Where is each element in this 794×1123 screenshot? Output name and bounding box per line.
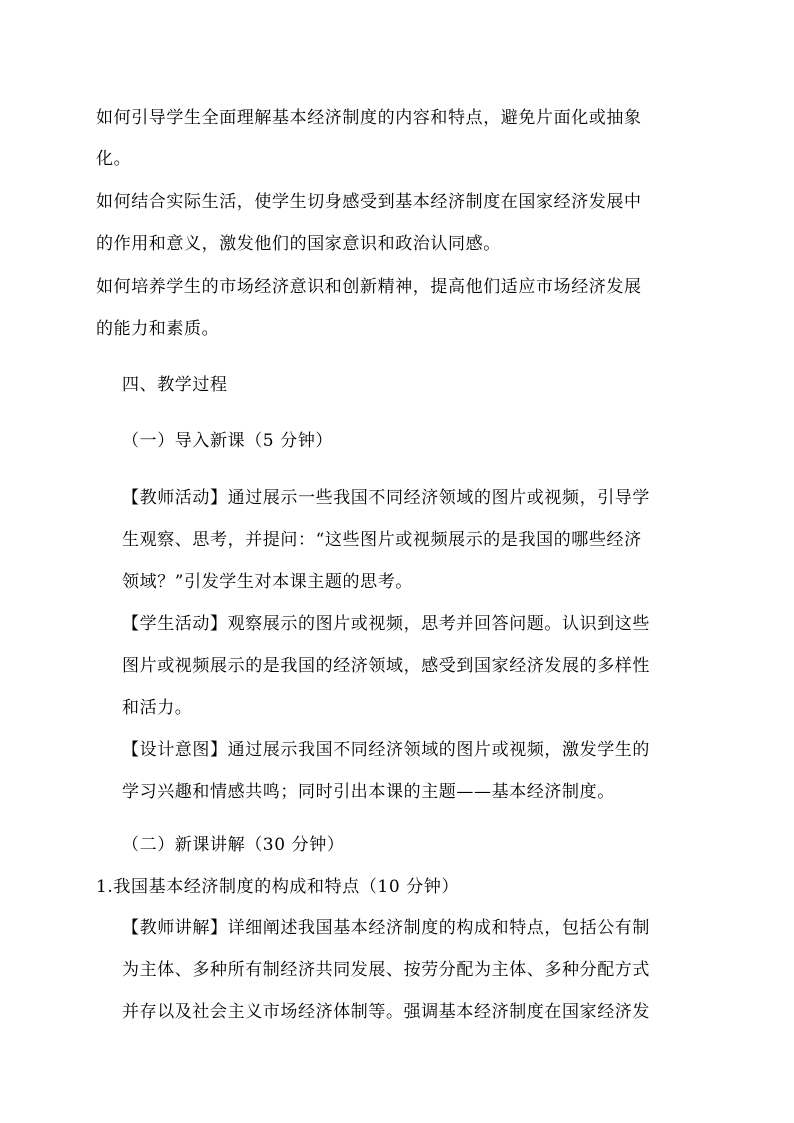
student-activity-line-2: 图片或视频展示的是我国的经济领域，感受到国家经济发展的多样性 (122, 656, 650, 676)
design-intent-line-1: 【设计意图】通过展示我国不同经济领域的图片或视频，激发学生的 (122, 740, 650, 760)
teacher-lecture-line-1: 【教师讲解】详细阐述我国基本经济制度的构成和特点，包括公有制 (122, 918, 650, 938)
teacher-activity-line-1: 【教师活动】通过展示一些我国不同经济领域的图片或视频，引导学 (122, 488, 650, 508)
student-activity-line-1: 【学生活动】观察展示的图片或视频，思考并回答问题。认识到这些 (122, 614, 650, 634)
teacher-activity-line-3: 领域？”引发学生对本课主题的思考。 (122, 572, 413, 592)
teacher-activity-line-2: 生观察、思考，并提问：“这些图片或视频展示的是我国的哪些经济 (122, 530, 642, 550)
part-2-heading: （二）新课讲解（30 分钟） (122, 835, 345, 855)
concern-1-line-1: 如何引导学生全面理解基本经济制度的内容和特点，避免片面化或抽象 (96, 108, 642, 128)
item-1-heading: 1.我国基本经济制度的构成和特点（10 分钟） (96, 877, 460, 897)
concern-2-line-2: 的作用和意义，激发他们的国家意识和政治认同感。 (96, 234, 501, 254)
section-4-heading: 四、教学过程 (122, 375, 228, 395)
teacher-lecture-line-3: 并存以及社会主义市场经济体制等。强调基本经济制度在国家经济发 (122, 1002, 650, 1022)
part-1-heading: （一）导入新课（5 分钟） (122, 431, 334, 451)
student-activity-line-3: 和活力。 (122, 698, 193, 718)
concern-2-line-1: 如何结合实际生活，使学生切身感受到基本经济制度在国家经济发展中 (96, 192, 642, 212)
concern-1-line-2: 化。 (96, 149, 132, 169)
design-intent-line-2: 学习兴趣和情感共鸣；同时引出本课的主题——基本经济制度。 (122, 782, 615, 802)
concern-3-line-1: 如何培养学生的市场经济意识和创新精神，提高他们适应市场经济发展 (96, 277, 642, 297)
teacher-lecture-line-2: 为主体、多种所有制经济共同发展、按劳分配为主体、多种分配方式 (122, 960, 650, 980)
concern-3-line-2: 的能力和素质。 (96, 319, 220, 339)
